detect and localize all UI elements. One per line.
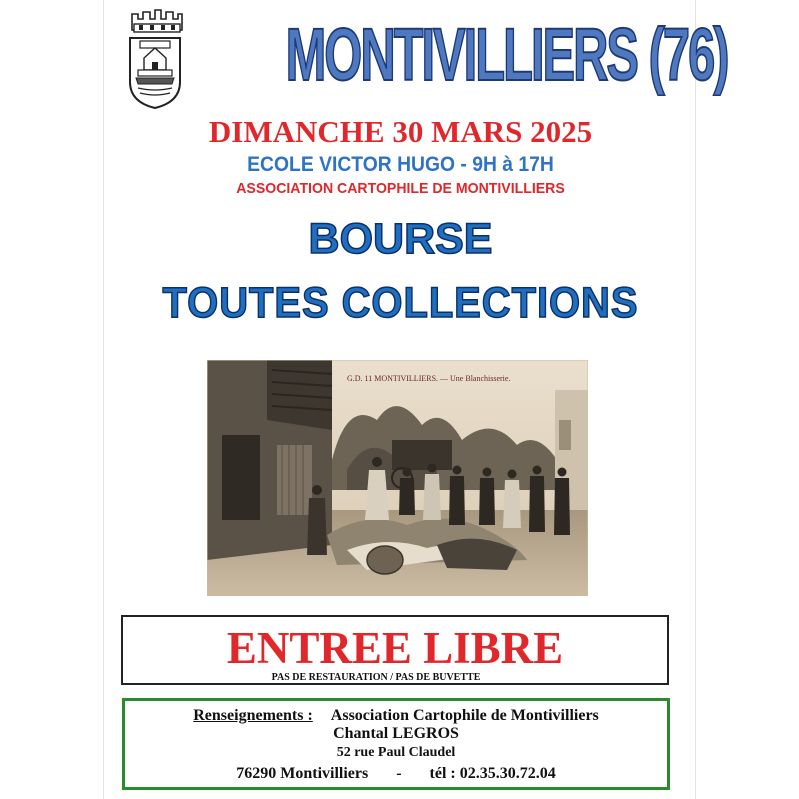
contact-line-organization [125,707,667,725]
event-organizer: ASSOCIATION CARTOPHILE DE MONTIVILLIERS [236,180,565,197]
contact-person: Chantal LEGROS [333,725,459,742]
free-entry-title: ENTREE LIBRE [226,623,564,673]
contact-city: 76290 Montivilliers [236,765,369,782]
contact-info-box [122,698,670,790]
contact-street: 52 rue Paul Claudel [336,745,456,760]
poster [103,0,728,799]
event-date: DIMANCHE 30 MARS 2025 [208,114,593,149]
contact-label: Renseignements : [193,707,313,724]
headline-toutes-collections: TOUTES COLLECTIONS [162,279,639,327]
contact-line-city-phone [125,765,667,783]
event-venue: ECOLE VICTOR HUGO - 9H à 17H [247,153,554,176]
city-coat-of-arms [126,8,184,110]
postcard-caption: G.D. 11 MONTIVILLIERS. — Une Blanchisserie. [347,374,511,383]
free-entry-subtitle: PAS DE RESTAURATION / PAS DE BUVETTE [271,672,481,683]
vintage-postcard-photo [207,360,588,596]
headline-bourse: BOURSE [308,215,493,263]
town-title: MONTIVILLIERS (76) [285,13,728,96]
contact-separator: - [396,765,402,782]
contact-phone: tél : 02.35.30.72.04 [429,765,556,782]
contact-organization: Association Cartophile de Montivilliers [330,707,599,724]
